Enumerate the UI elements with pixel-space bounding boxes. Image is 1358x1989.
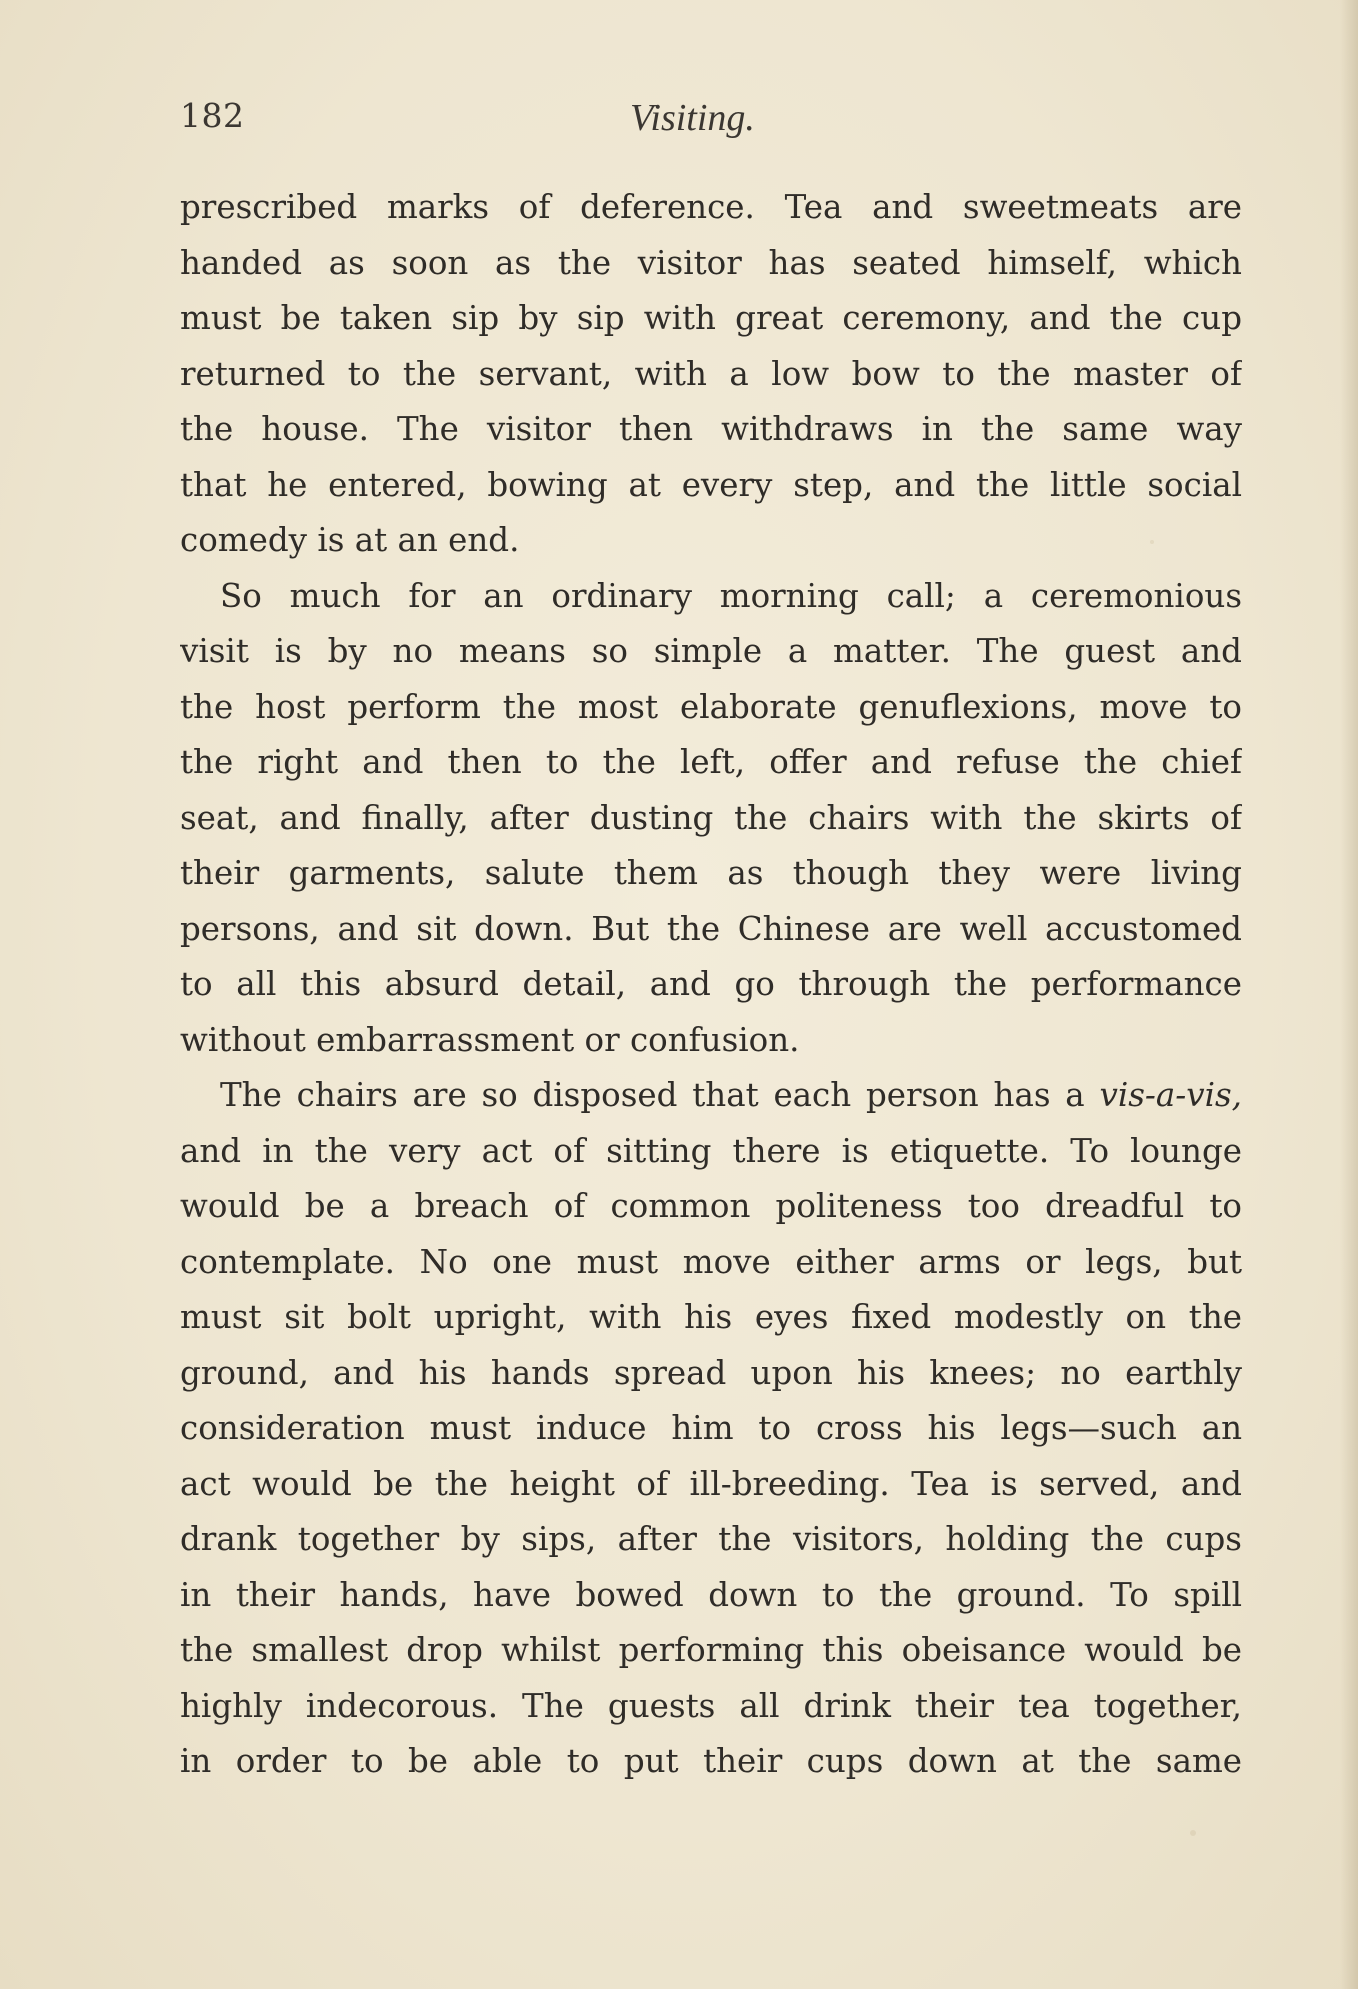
text-line: visit is by no means so simple a matter. The guest and xyxy=(180,632,1242,670)
text-line: highly indecorous. The guests all drink their tea together, xyxy=(180,1686,1242,1725)
text-line: seat, and finally, after dusting the chairs with the skirts of xyxy=(180,798,1242,837)
text-line: drank together by sips, after the visitors, holding the cups xyxy=(180,1520,1242,1558)
text-line: returned to the servant, with a low bow to the master of xyxy=(180,354,1242,393)
text-line: in their hands, have bowed down to the ground. To spill xyxy=(180,1575,1242,1614)
text-line: the house. The visitor then withdraws in the same way xyxy=(180,410,1242,448)
text-line: to all this absurd detail, and go through the performance xyxy=(180,965,1242,1003)
text-line: would be a breach of common politeness too dreadful to xyxy=(180,1187,1242,1225)
text-line xyxy=(180,1068,1242,1124)
body-text xyxy=(180,180,1242,1790)
running-title: Visiting. xyxy=(630,97,755,139)
text-line: the right and then to the left, offer and refuse the chief xyxy=(180,743,1242,781)
text-line: contemplate. No one must move either arms or legs, but xyxy=(180,1242,1242,1281)
text-line: prescribed marks of deference. Tea and sweetmeats are xyxy=(180,188,1242,226)
text-line: ground, and his hands spread upon his knees; no earthly xyxy=(180,1353,1242,1392)
text-line: So much for an ordinary morning call; a ceremonious xyxy=(220,576,1242,615)
text-line-start: The chairs are so disposed that each person has a xyxy=(220,1076,1100,1114)
text-line: without embarrassment or confusion. xyxy=(180,1020,800,1059)
text-line: their garments, salute them as though they were living xyxy=(180,854,1242,892)
page-edge-shadow xyxy=(1340,0,1358,1989)
text-line: in order to be able to put their cups down at the same xyxy=(180,1742,1242,1780)
text-line: consideration must induce him to cross his legs—such an xyxy=(180,1409,1242,1447)
text-line: persons, and sit down. But the Chinese are well accustomed xyxy=(180,909,1242,948)
text-line: and in the very act of sitting there is etiquette. To lounge xyxy=(180,1131,1242,1170)
paper-spot xyxy=(1190,1830,1196,1836)
text-line: that he entered, bowing at every step, and the little social xyxy=(180,465,1242,504)
italic-phrase: vis-a-vis, xyxy=(1099,1076,1242,1114)
text-line: must sit bolt upright, with his eyes fixed modestly on the xyxy=(180,1298,1242,1336)
text-line: comedy is at an end. xyxy=(180,521,520,559)
page-header xyxy=(180,96,1240,156)
page-number: 182 xyxy=(180,96,245,135)
text-line: act would be the height of ill-breeding. Tea is served, and xyxy=(180,1464,1242,1503)
text-line: the smallest drop whilst performing this obeisance would be xyxy=(180,1631,1242,1669)
text-line: must be taken sip by sip with great ceremony, and the cup xyxy=(180,299,1242,337)
text-line: handed as soon as the visitor has seated himself, which xyxy=(180,243,1242,282)
text-line: the host perform the most elaborate genuflexions, move to xyxy=(180,687,1242,726)
